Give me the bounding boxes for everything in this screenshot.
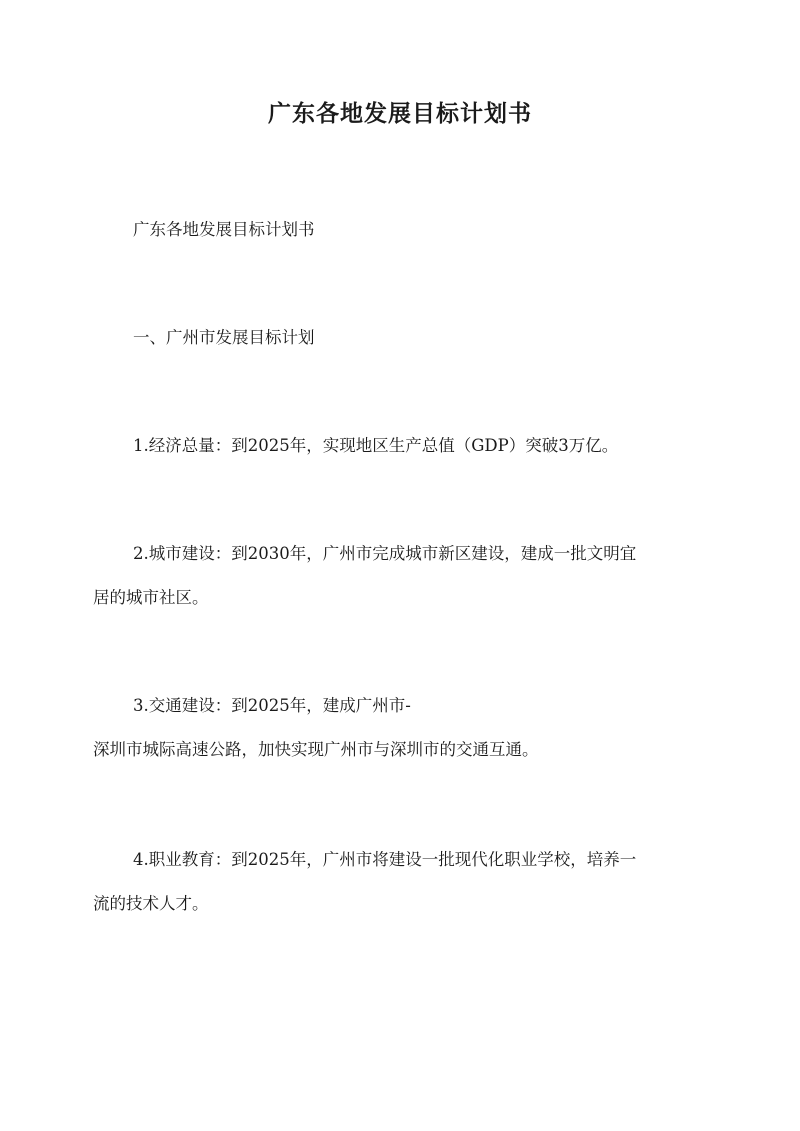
paragraph-subtitle (93, 208, 713, 252)
paragraph-vocational-education (93, 838, 713, 926)
paragraph-line: 2.城市建设：到2030年，广州市完成城市新区建设，建成一批文明宜 (133, 544, 637, 563)
paragraph-line: 4.职业教育：到2025年，广州市将建设一批现代化职业学校，培养一 (133, 850, 637, 869)
paragraph-line: 深圳市城际高速公路，加快实现广州市与深圳市的交通互通。 (93, 740, 539, 759)
paragraph-line: 广东各地发展目标计划书 (133, 220, 315, 239)
paragraph-transportation (93, 684, 713, 772)
paragraph-line: 1.经济总量：到2025年，实现地区生产总值（GDP）突破3万亿。 (133, 436, 619, 455)
paragraph-economy (93, 424, 713, 468)
paragraph-urban-construction (93, 532, 713, 620)
paragraph-line: 居的城市社区。 (93, 588, 209, 607)
paragraph-line: 一、广州市发展目标计划 (133, 328, 315, 347)
paragraph-line: 3.交通建设：到2025年，建成广州市- (133, 696, 411, 715)
paragraph-line: 流的技术人才。 (93, 894, 209, 913)
document-title: 广东各地发展目标计划书 (268, 100, 532, 127)
section-heading-guangzhou (93, 316, 713, 360)
